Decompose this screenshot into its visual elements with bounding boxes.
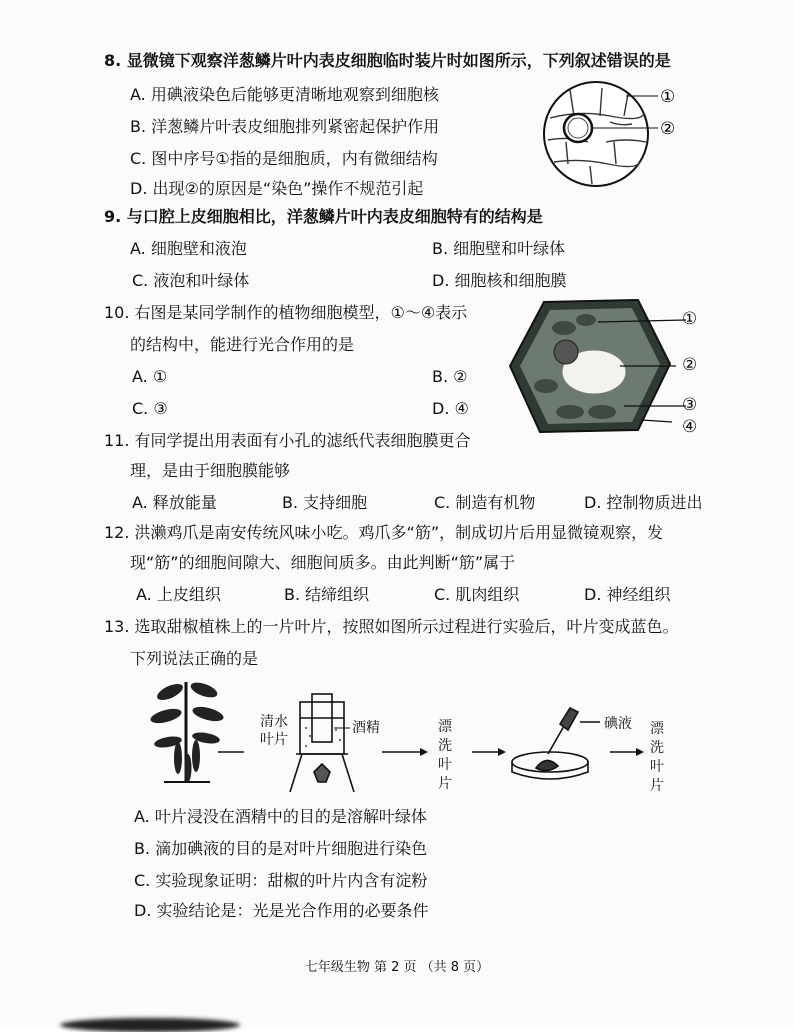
q13-fig-label-dianye: 碘液 [604,716,632,732]
q8-label-2: ② [660,119,676,139]
q8-option-c: C. 图中序号①指的是细胞质，内有微细结构 [130,149,438,168]
q12-option-a: A. 上皮组织 [136,585,221,604]
q9-option-c: C. 液泡和叶绿体 [132,271,250,290]
q13-stem-line1: 13. 选取甜椒植株上的一片叶片，按照如图所示过程进行实验后，叶片变成蓝色。 [104,617,679,636]
q9-stem: 9. 与口腔上皮细胞相比，洋葱鳞片叶内表皮细胞特有的结构是 [104,207,543,226]
q10-stem-line2: 的结构中，能进行光合作用的是 [130,335,355,354]
q8-option-d: D. 出现②的原因是“染色”操作不规范引起 [130,179,424,198]
scan-shadow [60,1018,240,1032]
q8-label-1: ① [660,87,676,107]
q10-plant-cell-figure [506,296,706,440]
q11-stem-line1: 11. 有同学提出用表面有小孔的滤纸代表细胞膜更合 [104,431,471,450]
q9-option-a: A. 细胞壁和液泡 [130,239,247,258]
q12-option-b: B. 结缔组织 [284,585,370,604]
q13-experiment-figure [150,672,670,802]
q12-stem-line1: 12. 洪濑鸡爪是南安传统风味小吃。鸡爪多“筋”，制成切片后用显微镜观察，发 [104,523,664,542]
q9-option-d: D. 细胞核和细胞膜 [432,271,567,290]
petri-dish-icon [512,708,600,779]
q8-option-a: A. 用碘液染色后能够更清晰地观察到细胞核 [130,85,439,104]
q10-label-1: ① [682,309,698,329]
q10-label-4: ④ [682,417,698,437]
q10-option-c: C. ③ [132,399,168,418]
q11-stem-line2: 理，是由于细胞膜能够 [130,461,291,480]
q12-option-c: C. 肌肉组织 [434,585,520,604]
q12-stem-line2: 现“筋”的细胞间隙大、细胞间质多。由此判断“筋”属于 [130,553,516,572]
q9-option-b: B. 细胞壁和叶绿体 [432,239,566,258]
q10-option-b: B. ② [432,367,468,386]
q13-option-a: A. 叶片浸没在酒精中的目的是溶解叶绿体 [134,807,427,826]
q8-stem: 8. 显微镜下观察洋葱鳞片叶内表皮细胞临时装片时如图所示，下列叙述错误的是 [104,51,671,70]
q10-option-d: D. ④ [432,399,469,418]
water-bath-icon [290,694,354,792]
q11-option-c: C. 制造有机物 [434,493,536,512]
q12-option-d: D. 神经组织 [584,585,671,604]
q10-label-2: ② [682,355,698,375]
q11-option-b: B. 支持细胞 [282,493,368,512]
q13-option-c: C. 实验现象证明：甜椒的叶片内含有淀粉 [134,871,428,890]
q13-option-b: B. 滴加碘液的目的是对叶片细胞进行染色 [134,839,428,858]
q10-stem-line1: 10. 右图是某同学制作的植物细胞模型，①～④表示 [104,303,468,322]
q10-option-a: A. ① [132,367,168,386]
q13-fig-label-jiujing: 酒精 [352,720,380,736]
q11-option-d: D. 控制物质进出 [584,493,703,512]
pepper-plant-icon [150,680,225,782]
q8-option-b: B. 洋葱鳞片叶表皮细胞排列紧密起保护作用 [130,117,440,136]
q13-stem-line2: 下列说法正确的是 [130,649,259,668]
q13-fig-label-qingshui: 清水 [260,714,288,730]
q8-microscope-figure [540,80,710,200]
q13-option-d: D. 实验结论是：光是光合作用的必要条件 [134,901,429,920]
q13-fig-label-piaoxi-1: 漂 洗 叶 片 [438,719,452,792]
q13-fig-label-yepian: 叶片 [260,732,288,748]
q13-fig-label-piaoxi-2: 漂 洗 叶 片 [650,721,664,794]
page-footer: 七年级生物 第 2 页 （共 8 页） [304,960,490,975]
q10-label-3: ③ [682,395,698,415]
q11-option-a: A. 释放能量 [132,493,217,512]
